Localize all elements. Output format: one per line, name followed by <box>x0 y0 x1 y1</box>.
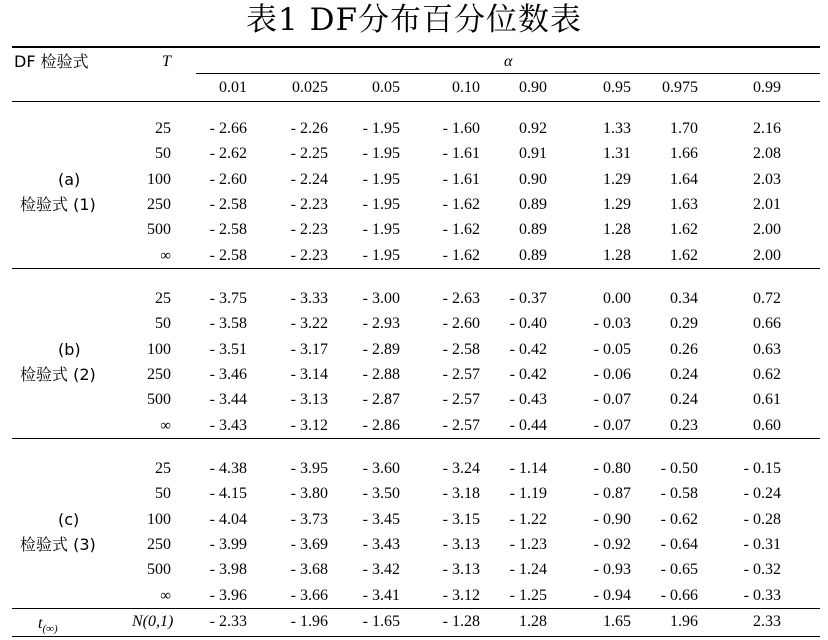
table-cell: 0.91 <box>519 145 547 162</box>
table-cell: - 0.66 <box>660 587 698 604</box>
table-cell: - 0.43 <box>509 391 547 408</box>
alpha-header-cell: 0.10 <box>452 79 480 96</box>
table-cell: - 3.46 <box>209 366 247 383</box>
header-bottom-rule <box>12 101 820 102</box>
table-cell: - 2.93 <box>362 315 400 332</box>
table-cell: - 1.95 <box>362 120 400 137</box>
alpha-header-cell: 0.95 <box>603 79 631 96</box>
table-cell: - 1.95 <box>362 247 400 264</box>
table-cell: - 0.50 <box>660 460 698 477</box>
table-cell: 0.61 <box>753 391 781 408</box>
table-cell: - 2.66 <box>209 120 247 137</box>
table-cell: 0.60 <box>753 417 781 434</box>
table-cell: - 3.75 <box>209 290 247 307</box>
table-cell: - 3.00 <box>362 290 400 307</box>
table-cell: - 3.80 <box>290 485 328 502</box>
table-cell: - 1.62 <box>442 221 480 238</box>
table-cell: 2.00 <box>753 247 781 264</box>
table-cell: 0.72 <box>753 290 781 307</box>
table-cell: - 0.92 <box>593 536 631 553</box>
t-cell: 25 <box>155 460 171 477</box>
table-cell: - 3.17 <box>290 341 328 358</box>
table-cell: 1.31 <box>603 145 631 162</box>
t-cell: ∞ <box>160 248 171 264</box>
table-cell: - 1.61 <box>442 171 480 188</box>
table-cell: 1.62 <box>670 221 698 238</box>
t-cell: 25 <box>155 120 171 137</box>
table-cell: - 1.62 <box>442 247 480 264</box>
t-cell: 100 <box>147 171 171 188</box>
footer-cell: - 2.33 <box>209 613 247 630</box>
footer-cell: 1.96 <box>670 613 698 630</box>
table-cell: - 3.18 <box>442 485 480 502</box>
table-cell: - 0.32 <box>743 561 781 578</box>
table-cell: - 3.41 <box>362 587 400 604</box>
footer-cell: - 1.65 <box>362 613 400 630</box>
footer-t-sub: (∞) <box>42 623 58 636</box>
table-cell: - 0.03 <box>593 315 631 332</box>
table-cell: - 1.60 <box>442 120 480 137</box>
table-cell: 1.63 <box>670 196 698 213</box>
table-cell: - 0.07 <box>593 391 631 408</box>
group-separator <box>12 268 820 269</box>
table-cell: - 3.43 <box>209 417 247 434</box>
t-cell: 25 <box>155 290 171 307</box>
table-cell: - 3.60 <box>362 460 400 477</box>
table-cell: - 3.12 <box>290 417 328 434</box>
table-cell: - 2.25 <box>290 145 328 162</box>
table-cell: 2.03 <box>753 171 781 188</box>
footer-t-main: t <box>38 615 43 632</box>
table-cell: - 3.33 <box>290 290 328 307</box>
table-cell: - 0.31 <box>743 536 781 553</box>
t-cell: ∞ <box>160 418 171 434</box>
table-cell: 0.62 <box>753 366 781 383</box>
table-cell: 1.29 <box>603 196 631 213</box>
table-cell: - 3.13 <box>290 391 328 408</box>
table-cell: - 3.66 <box>290 587 328 604</box>
table-cell: 0.89 <box>519 196 547 213</box>
table-cell: - 3.24 <box>442 460 480 477</box>
table-cell: 1.33 <box>603 120 631 137</box>
table-cell: - 2.58 <box>209 196 247 213</box>
footer-cell: 2.33 <box>753 613 781 630</box>
group-label-bottom: 检验式 (1) <box>20 195 96 214</box>
t-cell: 500 <box>147 561 171 578</box>
table-cell: - 2.58 <box>442 341 480 358</box>
table-cell: - 2.88 <box>362 366 400 383</box>
table-cell: - 0.58 <box>660 485 698 502</box>
table-cell: - 2.89 <box>362 341 400 358</box>
table-cell: - 1.95 <box>362 171 400 188</box>
table-cell: - 1.22 <box>509 511 547 528</box>
table-cell: 0.24 <box>670 366 698 383</box>
table-cell: 0.89 <box>519 247 547 264</box>
table-cell: - 3.13 <box>442 536 480 553</box>
t-cell: 500 <box>147 221 171 238</box>
table-cell: - 0.80 <box>593 460 631 477</box>
footer-cell: 1.28 <box>519 613 547 630</box>
table-cell: - 0.42 <box>509 341 547 358</box>
table-cell: - 1.25 <box>509 587 547 604</box>
t-cell: 250 <box>147 536 171 553</box>
table-cell: - 2.23 <box>290 221 328 238</box>
t-cell: 250 <box>147 366 171 383</box>
table-cell: - 1.95 <box>362 221 400 238</box>
table-cell: - 1.19 <box>509 485 547 502</box>
table-cell: 0.23 <box>670 417 698 434</box>
table-cell: 0.89 <box>519 221 547 238</box>
table-cell: - 3.69 <box>290 536 328 553</box>
table-cell: - 4.04 <box>209 511 247 528</box>
table-cell: - 0.65 <box>660 561 698 578</box>
table-cell: - 3.98 <box>209 561 247 578</box>
table-cell: - 0.06 <box>593 366 631 383</box>
t-cell: 50 <box>155 485 171 502</box>
footer-dist-label: N(0,1) <box>132 613 174 630</box>
table-cell: - 1.95 <box>362 145 400 162</box>
group-label-top: (a) <box>58 170 81 189</box>
alpha-header-cell: 0.025 <box>292 79 328 96</box>
t-cell: 50 <box>155 315 171 332</box>
top-rule <box>12 46 820 48</box>
alpha-header-cell: 0.90 <box>519 79 547 96</box>
group-separator <box>12 608 820 609</box>
table-cell: - 0.33 <box>743 587 781 604</box>
table-cell: 0.63 <box>753 341 781 358</box>
table-cell: - 3.14 <box>290 366 328 383</box>
table-cell: 1.66 <box>670 145 698 162</box>
table-cell: - 3.43 <box>362 536 400 553</box>
t-cell: 100 <box>147 511 171 528</box>
footer-cell: - 1.96 <box>290 613 328 630</box>
t-cell: 250 <box>147 196 171 213</box>
table-cell: 2.16 <box>753 120 781 137</box>
table-cell: - 2.24 <box>290 171 328 188</box>
bottom-rule <box>12 636 820 637</box>
table-cell: - 1.24 <box>509 561 547 578</box>
table-cell: - 2.23 <box>290 196 328 213</box>
table-cell: 1.70 <box>670 120 698 137</box>
table-cell: 0.24 <box>670 391 698 408</box>
table-cell: 2.08 <box>753 145 781 162</box>
table-title: 表1 DF分布百分位数表 <box>246 2 582 38</box>
table-cell: - 3.44 <box>209 391 247 408</box>
header-model-label: DF 检验式 <box>14 52 89 71</box>
table-cell: - 3.51 <box>209 341 247 358</box>
alpha-header-cell: 0.99 <box>753 79 781 96</box>
table-cell: - 3.50 <box>362 485 400 502</box>
table-cell: 0.66 <box>753 315 781 332</box>
alpha-underline <box>196 73 820 74</box>
t-cell: 100 <box>147 341 171 358</box>
table-cell: - 3.13 <box>442 561 480 578</box>
table-cell: - 0.44 <box>509 417 547 434</box>
table-cell: 1.62 <box>670 247 698 264</box>
group-label-bottom: 检验式 (2) <box>20 365 96 384</box>
table-cell: 2.01 <box>753 196 781 213</box>
table-cell: - 0.42 <box>509 366 547 383</box>
table-cell: - 0.05 <box>593 341 631 358</box>
table-cell: - 0.24 <box>743 485 781 502</box>
table-cell: - 0.93 <box>593 561 631 578</box>
table-cell: 0.26 <box>670 341 698 358</box>
group-label-top: (b) <box>58 340 81 359</box>
table-cell: 0.29 <box>670 315 698 332</box>
table-cell: 1.64 <box>670 171 698 188</box>
table-cell: - 2.87 <box>362 391 400 408</box>
alpha-header-cell: 0.975 <box>662 79 698 96</box>
table-cell: - 0.07 <box>593 417 631 434</box>
table-cell: - 0.94 <box>593 587 631 604</box>
alpha-header-cell: 0.01 <box>219 79 247 96</box>
footer-cell: 1.65 <box>603 613 631 630</box>
table-cell: - 1.62 <box>442 196 480 213</box>
table-cell: - 3.12 <box>442 587 480 604</box>
table-cell: - 2.57 <box>442 366 480 383</box>
table-cell: - 2.60 <box>442 315 480 332</box>
table-cell: - 2.58 <box>209 221 247 238</box>
table-cell: - 0.62 <box>660 511 698 528</box>
table-cell: - 0.87 <box>593 485 631 502</box>
group-label-top: (c) <box>58 510 80 529</box>
table-cell: - 2.86 <box>362 417 400 434</box>
table-cell: - 3.15 <box>442 511 480 528</box>
table-cell: - 3.68 <box>290 561 328 578</box>
table-cell: - 0.15 <box>743 460 781 477</box>
group-label-bottom: 检验式 (3) <box>20 535 96 554</box>
table-cell: 0.92 <box>519 120 547 137</box>
header-alpha-label: α <box>504 53 513 70</box>
table-cell: - 3.58 <box>209 315 247 332</box>
table-cell: 2.00 <box>753 221 781 238</box>
table-cell: 1.28 <box>603 247 631 264</box>
t-cell: 50 <box>155 145 171 162</box>
table-cell: - 1.14 <box>509 460 547 477</box>
table-cell: - 1.95 <box>362 196 400 213</box>
table-cell: - 3.22 <box>290 315 328 332</box>
group-separator <box>12 438 820 439</box>
table-cell: - 2.60 <box>209 171 247 188</box>
table-cell: - 3.96 <box>209 587 247 604</box>
table-cell: 0.34 <box>670 290 698 307</box>
header-t-label: T <box>162 53 171 70</box>
table-cell: - 3.73 <box>290 511 328 528</box>
table-cell: - 4.38 <box>209 460 247 477</box>
table-cell: - 1.61 <box>442 145 480 162</box>
table-cell: - 2.23 <box>290 247 328 264</box>
table-cell: - 0.40 <box>509 315 547 332</box>
table-cell: - 1.23 <box>509 536 547 553</box>
footer-cell: - 1.28 <box>442 613 480 630</box>
table-cell: - 2.26 <box>290 120 328 137</box>
table-cell: - 2.58 <box>209 247 247 264</box>
table-cell: - 3.42 <box>362 561 400 578</box>
table-cell: - 4.15 <box>209 485 247 502</box>
table-cell: - 2.62 <box>209 145 247 162</box>
table-cell: - 0.28 <box>743 511 781 528</box>
table-cell: - 3.99 <box>209 536 247 553</box>
table-cell: 1.29 <box>603 171 631 188</box>
table-cell: - 0.90 <box>593 511 631 528</box>
table-cell: - 2.57 <box>442 417 480 434</box>
t-cell: ∞ <box>160 588 171 604</box>
table-cell: - 2.63 <box>442 290 480 307</box>
t-cell: 500 <box>147 391 171 408</box>
table-cell: 0.90 <box>519 171 547 188</box>
table-cell: - 0.64 <box>660 536 698 553</box>
table-cell: - 3.45 <box>362 511 400 528</box>
table-cell: - 3.95 <box>290 460 328 477</box>
table-cell: - 0.37 <box>509 290 547 307</box>
table-cell: 0.00 <box>603 290 631 307</box>
table-cell: - 2.57 <box>442 391 480 408</box>
table-cell: 1.28 <box>603 221 631 238</box>
alpha-header-cell: 0.05 <box>372 79 400 96</box>
